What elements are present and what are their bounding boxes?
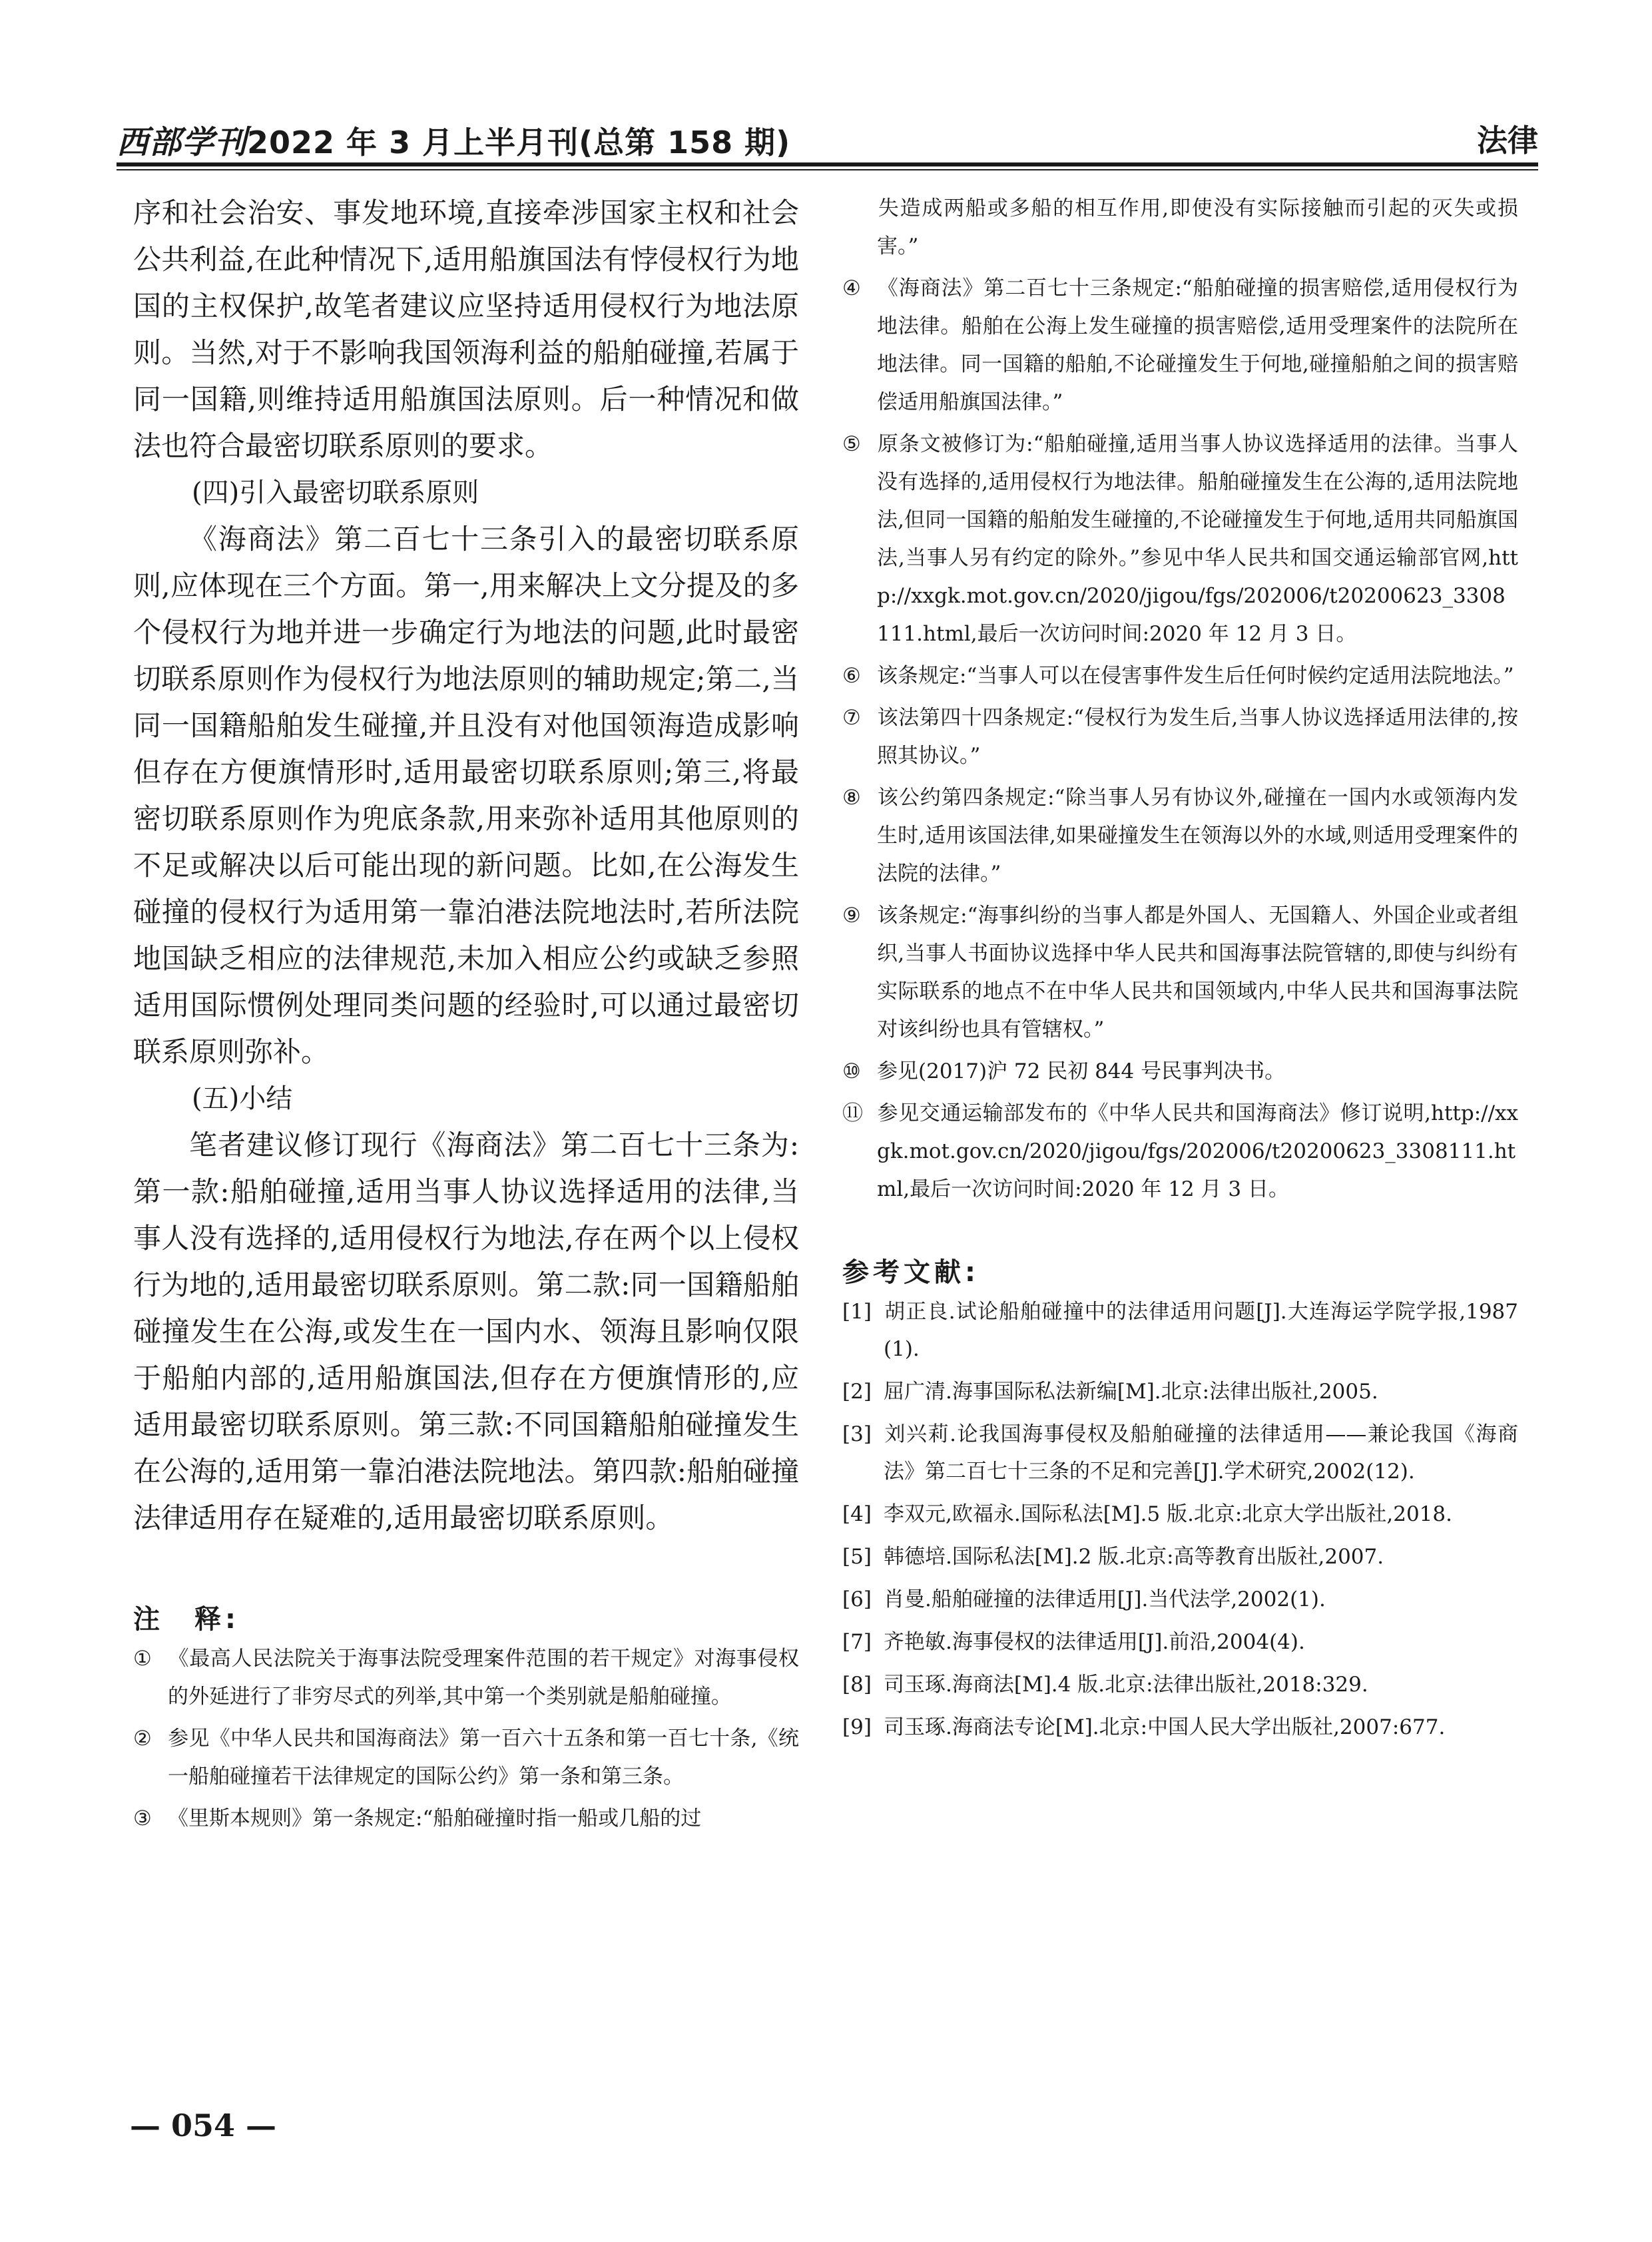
note-item-continued [842, 190, 1518, 266]
note-item [133, 1720, 799, 1796]
reference-text: 李双元,欧福永.国际私法[M].5 版.北京:北京大学出版社,2018. [884, 1502, 1452, 1526]
note-text: 该公约第四条规定:“除当事人另有协议外,碰撞在一国内水或领海内发生时,适用该国法律,如果碰撞发生在领海以外的水域,则适用受理案件的法院的法律。” [877, 786, 1518, 886]
note-text: 原条文被修订为:“船舶碰撞,适用当事人协议选择适用的法律。当事人没有选择的,适用侵权行为地法律。船舶碰撞发生在公海的,适用法院地法,但同一国籍的船舶发生碰撞的,不论碰撞发生于何地,适用共同船旗国法,当事人另有约定的除外。”参见中华人民共和国交通运输部官网,http://xxgk.mot.gov.cn/2020/jigou/fgs/202006/t20200623_3308111.html,最后一次访问时间:2020 年 12 月 3 日。 [877, 432, 1518, 646]
reference-item [842, 1496, 1518, 1533]
reference-item [842, 1666, 1518, 1703]
reference-marker: [5] [842, 1545, 872, 1569]
header-rule-thick [117, 162, 1538, 166]
journal-masthead [117, 117, 790, 162]
subsection-heading: (五)小结 [192, 1083, 293, 1114]
reference-item [842, 1623, 1518, 1661]
right-column [842, 190, 1518, 1751]
note-item [842, 779, 1518, 893]
reference-item [842, 1581, 1518, 1618]
reference-item [842, 1709, 1518, 1746]
reference-item [842, 1416, 1518, 1490]
issue-info: 2022 年 3 月上半月刊(总第 158 期) [247, 125, 791, 160]
left-column [133, 190, 799, 1842]
reference-item [842, 1373, 1518, 1410]
reference-text: 韩德培.国际私法[M].2 版.北京:高等教育出版社,2007. [884, 1545, 1384, 1569]
note-marker: ⑤ [842, 432, 861, 456]
note-marker: ② [133, 1727, 152, 1751]
running-header [117, 110, 1538, 163]
note-marker: ① [133, 1647, 152, 1671]
note-marker: ⑨ [842, 904, 861, 928]
note-item [842, 699, 1518, 775]
reference-marker: [3] [842, 1422, 872, 1446]
note-item [842, 425, 1518, 653]
note-marker: ⑦ [842, 706, 861, 730]
reference-text: 齐艳敏.海事侵权的法律适用[J].前沿,2004(4). [884, 1630, 1305, 1654]
reference-marker: [1] [842, 1300, 872, 1324]
references-heading: 参考文献: [842, 1257, 979, 1288]
page-number: — 054 — [130, 2107, 277, 2143]
header-rule-thin [117, 169, 1538, 170]
note-text: 《海商法》第二百七十三条规定:“船舶碰撞的损害赔偿,适用侵权行为地法律。船舶在公海上发生碰撞的损害赔偿,适用受理案件的法院所在地法律。同一国籍的船舶,不论碰撞发生于何地,碰撞船舶之间的损害赔偿适用船旗国法律。” [877, 276, 1518, 414]
note-text: 该条规定:“海事纠纷的当事人都是外国人、无国籍人、外国企业或者组织,当事人书面协议选择中华人民共和国海事法院管辖的,即使与纠纷有实际联系的地点不在中华人民共和国领域内,中华人民共和国海事法院对该纠纷也具有管辖权。” [877, 904, 1518, 1041]
reference-marker: [7] [842, 1630, 872, 1654]
note-item [133, 1640, 799, 1716]
body-paragraph: 笔者建议修订现行《海商法》第二百七十三条为:第一款:船舶碰撞,适用当事人协议选择适用的法律,当事人没有选择的,适用侵权行为地法,存在两个以上侵权行为地的,适用最密切联系原则。第二款:同一国籍船舶碰撞发生在公海,或发生在一国内水、领海且影响仅限于船舶内部的,适用船旗国法,但存在方便旗情形的,应适用最密切联系原则。第三款:不同国籍船舶碰撞发生在公海的,适用第一靠泊港法院地法。第四款:船舶碰撞法律适用存在疑难的,适用最密切联系原则。 [133, 1129, 799, 1534]
notes-list-left [133, 1640, 799, 1838]
note-item [133, 1800, 799, 1838]
notes-heading: 注 释: [133, 1604, 240, 1635]
reference-marker: [2] [842, 1380, 872, 1404]
note-marker: ⑧ [842, 786, 861, 810]
reference-text: 胡正良.试论船舶碰撞中的法律适用问题[J].大连海运学院学报,1987(1). [884, 1300, 1518, 1361]
note-text: 失造成两船或多船的相互作用,即使没有实际接触而引起的灭失或损害。” [877, 196, 1518, 258]
reference-text: 屈广清.海事国际私法新编[M].北京:法律出版社,2005. [884, 1380, 1378, 1404]
note-item [842, 897, 1518, 1049]
reference-text: 司玉琢.海商法[M].4 版.北京:法律出版社,2018:329. [884, 1673, 1368, 1697]
reference-text: 刘兴莉.论我国海事侵权及船舶碰撞的法律适用——兼论我国《海商法》第二百七十三条的不足和完善[J].学术研究,2002(12). [884, 1422, 1518, 1484]
reference-marker: [4] [842, 1502, 872, 1526]
note-item [842, 657, 1518, 695]
note-text: 《最高人民法院关于海事法院受理案件范围的若干规定》对海事侵权的外延进行了非穷尽式的列举,其中第一个类别就是船舶碰撞。 [168, 1647, 799, 1709]
section-label: 法律 [1477, 123, 1538, 158]
references-list [842, 1293, 1518, 1746]
reference-marker: [8] [842, 1673, 872, 1697]
note-item [842, 1053, 1518, 1091]
note-item [842, 270, 1518, 421]
note-marker: ③ [133, 1807, 152, 1830]
note-text: 参见交通运输部发布的《中华人民共和国海商法》修订说明,http://xxgk.mot.gov.cn/2020/jigou/fgs/202006/t20200623_3308111.html,最后一次访问时间:2020 年 12 月 3 日。 [877, 1101, 1518, 1201]
body-paragraph: 《海商法》第二百七十三条引入的最密切联系原则,应体现在三个方面。第一,用来解决上文分提及的多个侵权行为地并进一步确定行为地法的问题,此时最密切联系原则作为侵权行为地法原则的辅助规定;第二,当同一国籍船舶发生碰撞,并且没有对他国领海造成影响但存在方便旗情形时,适用最密切联系原则;第三,将最密切联系原则作为兜底条款,用来弥补适用其他原则的不足或解决以后可能出现的新问题。比如,在公海发生碰撞的侵权行为适用第一靠泊港法院地法时,若所法院地国缺乏相应的法律规范,未加入相应公约或缺乏参照适用国际惯例处理同类问题的经验时,可以通过最密切联系原则弥补。 [133, 523, 799, 1068]
note-marker: ⑩ [842, 1059, 861, 1083]
reference-marker: [6] [842, 1587, 872, 1611]
reference-marker: [9] [842, 1715, 872, 1739]
note-text: 参见《中华人民共和国海商法》第一百六十五条和第一百七十条,《统一船舶碰撞若干法律规定的国际公约》第一条和第三条。 [168, 1727, 799, 1789]
reference-text: 司玉琢.海商法专论[M].北京:中国人民大学出版社,2007:677. [884, 1715, 1446, 1739]
reference-text: 肖曼.船舶碰撞的法律适用[J].当代法学,2002(1). [884, 1587, 1326, 1611]
subsection-heading: (四)引入最密切联系原则 [192, 477, 479, 508]
note-marker: ⑪ [842, 1101, 863, 1125]
body-paragraph: 序和社会治安、事发地环境,直接牵涉国家主权和社会公共利益,在此种情况下,适用船旗国法有悖侵权行为地国的主权保护,故笔者建议应坚持适用侵权行为地法原则。当然,对于不影响我国领海利益的船舶碰撞,若属于同一国籍,则维持适用船旗国法原则。后一种情况和做法也符合最密切联系原则的要求。 [133, 196, 799, 462]
note-text: 参见(2017)沪 72 民初 844 号民事判决书。 [877, 1059, 1286, 1083]
note-marker: ⑥ [842, 664, 861, 688]
note-text: 该条规定:“当事人可以在侵害事件发生后任何时候约定适用法院地法。” [877, 664, 1514, 688]
notes-list-right [842, 190, 1518, 1209]
note-marker: ④ [842, 276, 861, 300]
note-text: 《里斯本规则》第一条规定:“船舶碰撞时指一船或几船的过 [168, 1807, 702, 1830]
journal-logo: 西部学刊 [117, 124, 248, 161]
note-item [842, 1095, 1518, 1209]
reference-item [842, 1538, 1518, 1575]
reference-item [842, 1293, 1518, 1368]
note-text: 该法第四十四条规定:“侵权行为发生后,当事人协议选择适用法律的,按照其协议。” [877, 706, 1518, 768]
